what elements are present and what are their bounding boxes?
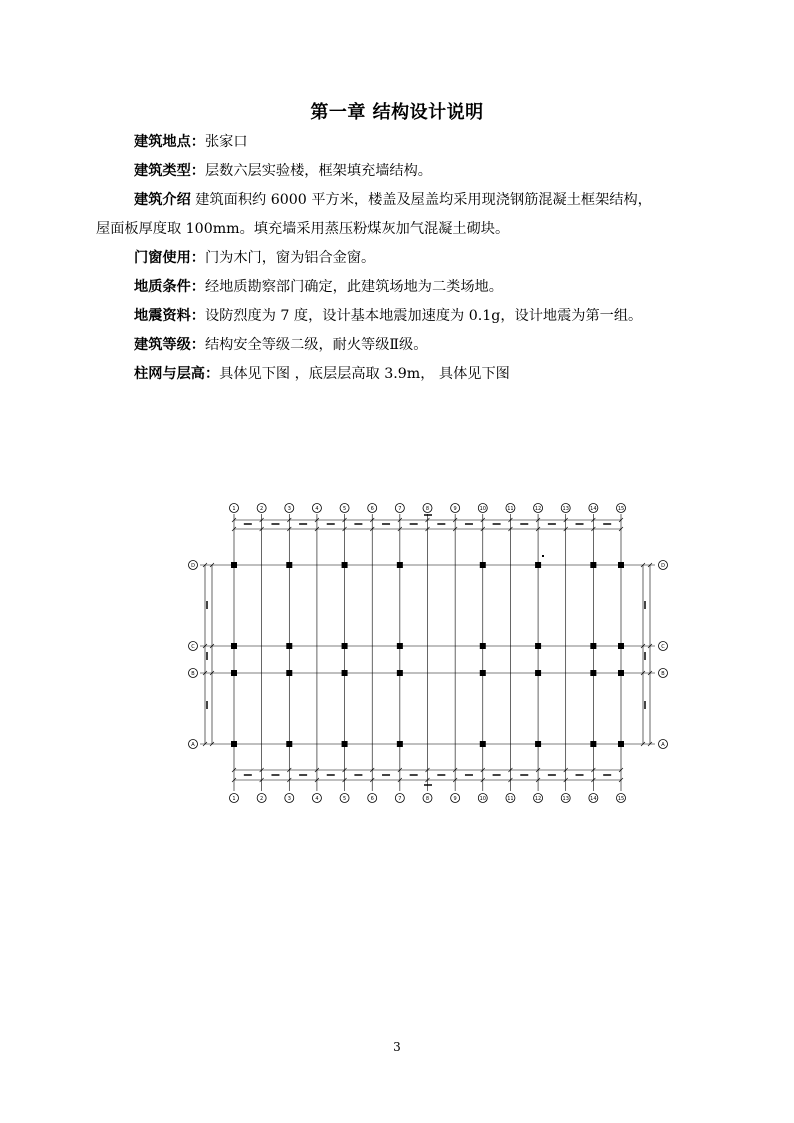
axis-label-D: D: [191, 563, 195, 569]
span-mark: [548, 774, 556, 776]
stray-mark: [542, 555, 544, 557]
column-square: [535, 562, 541, 568]
column-square: [342, 562, 348, 568]
axis-label-3: 3: [287, 796, 291, 802]
span-mark: [644, 652, 646, 660]
span-mark: [603, 774, 611, 776]
column-square: [231, 670, 237, 676]
axis-label-9: 9: [453, 796, 457, 802]
span-mark: [244, 523, 252, 525]
column-square: [231, 643, 237, 649]
para-grade: 建筑等级：结构安全等级二级，耐火等级Ⅱ级。: [134, 337, 428, 353]
column-square: [618, 670, 624, 676]
axis-label-7: 7: [398, 506, 402, 512]
column-square: [286, 741, 292, 747]
axis-label-9: 9: [453, 506, 457, 512]
para-location: 建筑地点：张家口: [134, 134, 248, 150]
axis-label-1: 1: [232, 796, 236, 802]
axis-label-1: 1: [232, 506, 236, 512]
span-mark: [410, 774, 418, 776]
axis-label-5: 5: [342, 506, 347, 512]
para-introduction-cont: 屋面板厚度取 100mm。填充墙采用蒸压粉煤灰加气混凝土砌块。: [96, 221, 510, 237]
column-square: [397, 643, 403, 649]
axis-label-B: B: [661, 671, 665, 677]
total-mark: [424, 514, 432, 516]
span-mark: [576, 774, 584, 776]
span-mark: [354, 774, 362, 776]
column-square: [397, 562, 403, 568]
para-doors-windows: 门窗使用：门为木门，窗为铝合金窗。: [134, 250, 376, 266]
axis-label-C: C: [191, 644, 195, 650]
span-mark: [603, 523, 611, 525]
axis-label-4: 4: [315, 796, 319, 802]
axis-label-15: 15: [617, 506, 625, 512]
span-mark: [644, 601, 646, 609]
span-mark: [206, 601, 208, 609]
column-square: [231, 741, 237, 747]
axis-label-10: 10: [479, 506, 486, 512]
axis-label-A: A: [191, 742, 195, 748]
span-mark: [437, 774, 445, 776]
para-introduction: 建筑介绍 建筑面积约 6000 平方米，楼盖及屋盖均采用现浇钢筋混凝土框架结构，: [134, 192, 652, 208]
axis-label-11: 11: [507, 506, 514, 512]
span-mark: [354, 523, 362, 525]
span-mark: [644, 701, 646, 709]
span-mark: [465, 523, 473, 525]
para-geology: 地质条件：经地质勘察部门确定，此建筑场地为二类场地。: [134, 279, 503, 295]
axis-label-B: B: [191, 671, 195, 677]
column-square: [480, 643, 486, 649]
axis-label-13: 13: [562, 506, 569, 512]
plan-axes: [200, 514, 655, 791]
page-title: 第一章 结构设计说明: [310, 102, 484, 123]
axis-label-8: 8: [425, 506, 430, 512]
column-square: [535, 670, 541, 676]
column-square: [535, 741, 541, 747]
column-square: [342, 741, 348, 747]
span-mark: [271, 774, 279, 776]
span-mark: [437, 523, 445, 525]
axis-label-A: A: [661, 742, 665, 748]
axis-label-5: 5: [342, 796, 347, 802]
span-mark: [206, 652, 208, 660]
axis-label-4: 4: [315, 506, 319, 512]
plan-axis-bubbles: [189, 504, 668, 803]
axis-label-13: 13: [562, 796, 569, 802]
axis-label-15: 15: [617, 796, 625, 802]
span-mark: [576, 523, 584, 525]
column-square: [342, 670, 348, 676]
axis-label-10: 10: [479, 796, 486, 802]
span-mark: [382, 523, 390, 525]
span-mark: [493, 774, 501, 776]
column-square: [342, 643, 348, 649]
column-square: [590, 741, 596, 747]
column-square: [480, 741, 486, 747]
para-building-type: 建筑类型：层数六层实验楼，框架填充墙结构。: [134, 163, 432, 179]
axis-label-6: 6: [370, 796, 374, 802]
column-square: [480, 670, 486, 676]
column-square: [535, 643, 541, 649]
span-mark: [299, 774, 307, 776]
axis-label-14: 14: [590, 796, 597, 802]
axis-label-14: 14: [590, 506, 597, 512]
span-mark: [271, 523, 279, 525]
span-mark: [327, 523, 335, 525]
axis-label-11: 11: [507, 796, 514, 802]
span-mark: [465, 774, 473, 776]
column-square: [480, 562, 486, 568]
axis-label-12: 12: [534, 506, 542, 512]
para-seismic: 地震资料：设防烈度为 7 度，设计基本地震加速度为 0.1g，设计地震为第一组。: [134, 308, 643, 324]
axis-label-6: 6: [370, 506, 374, 512]
axis-label-2: 2: [260, 796, 264, 802]
span-mark: [299, 523, 307, 525]
column-square: [397, 741, 403, 747]
column-square: [231, 562, 237, 568]
span-mark: [520, 774, 528, 776]
span-mark: [493, 523, 501, 525]
column-square: [286, 643, 292, 649]
axis-label-3: 3: [287, 506, 291, 512]
column-square: [590, 643, 596, 649]
column-square: [286, 670, 292, 676]
para-grid-height: 柱网与层高：具体见下图 ，底层层高取 3.9m， 具体见下图: [134, 366, 510, 382]
column-square: [618, 643, 624, 649]
column-square: [590, 562, 596, 568]
axis-label-2: 2: [260, 506, 264, 512]
span-mark: [327, 774, 335, 776]
axis-label-8: 8: [425, 796, 430, 802]
column-square: [590, 670, 596, 676]
column-square: [286, 562, 292, 568]
page-number: 3: [393, 1040, 401, 1054]
axis-label-C: C: [661, 644, 665, 650]
span-mark: [382, 774, 390, 776]
span-mark: [244, 774, 252, 776]
span-mark: [548, 523, 556, 525]
axis-label-D: D: [661, 563, 665, 569]
span-mark: [206, 701, 208, 709]
column-square: [618, 562, 624, 568]
span-mark: [520, 523, 528, 525]
axis-label-7: 7: [398, 796, 402, 802]
span-mark: [410, 523, 418, 525]
column-square: [618, 741, 624, 747]
axis-label-12: 12: [534, 796, 542, 802]
column-square: [397, 670, 403, 676]
total-mark: [424, 784, 432, 786]
